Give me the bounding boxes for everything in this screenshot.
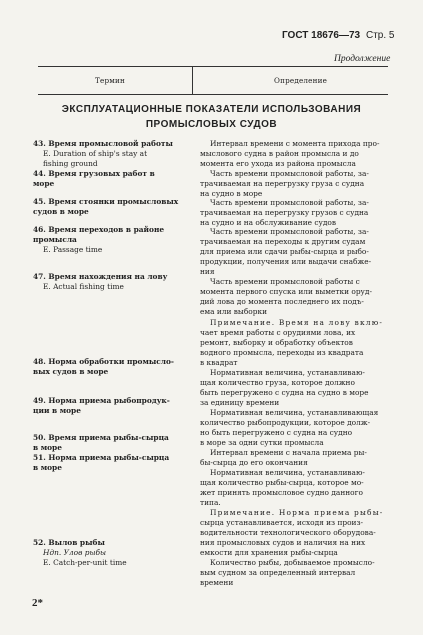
definition-50 — [200, 448, 367, 468]
term-46-english: E. Passage time — [43, 244, 103, 254]
term-48 — [33, 357, 174, 377]
definition-45-line: Часть времени промысловой работы, за- — [210, 198, 369, 207]
term-51-title-cont: в море — [33, 462, 62, 472]
definition-51-note — [200, 508, 383, 558]
definition-44-line: трачиваемая на перегрузку груза с судна — [200, 178, 365, 188]
definition-43-line: момента его ухода из района промысла — [200, 158, 356, 168]
term-52-english: E. Catch-per-unit time — [43, 557, 127, 567]
term-46-title-cont: промысла — [33, 234, 77, 244]
definition-49-line: но быть перегружено с судна на судно — [200, 427, 353, 437]
term-45 — [33, 197, 178, 217]
term-50 — [33, 433, 169, 453]
table-top-rule — [38, 66, 388, 67]
definition-46-line: Часть времени промысловой работы, за- — [210, 227, 369, 236]
definition-48-line: щая количество груза, которое должно — [200, 377, 355, 387]
standard-number: ГОСТ 18676—73 — [282, 30, 361, 41]
section-title-line2: ПРОМЫСЛОВЫХ СУДОВ — [145, 119, 278, 130]
column-divider — [192, 66, 193, 94]
term-43 — [33, 139, 173, 169]
section-title-line1: ЭКСПЛУАТАЦИОННЫЕ ПОКАЗАТЕЛИ ИСПОЛЬЗОВАНИЯ — [61, 104, 362, 115]
definition-49 — [200, 408, 378, 448]
note-line: Примечание. Время на лову вклю- — [210, 318, 384, 327]
note-line: Примечание. Норма приема рыбы- — [210, 508, 384, 517]
term-45-title: 45. Время стоянки промысловых — [33, 197, 179, 206]
continuation-label: Продолжение — [334, 54, 391, 64]
definition-48-line: Нормативная величина, устанавливаю- — [210, 368, 365, 377]
definition-49-line: в море за одни сутки промысла — [200, 437, 324, 447]
term-50-title: 50. Время приема рыбы-сырца — [33, 433, 169, 442]
definition-52-line: вым судном за определенный интервал — [200, 567, 356, 577]
term-52 — [33, 538, 127, 568]
term-47-title: 47. Время нахождения на лову — [33, 272, 168, 281]
definition-52-line: Количество рыбы, добываемое промысло- — [210, 558, 375, 567]
definition-51-line: типа. — [200, 497, 221, 507]
definition-43-line: мыслового судна в район промысла и до — [200, 148, 359, 158]
term-47 — [33, 272, 167, 292]
column-term-header: Термин — [95, 76, 126, 85]
definition-51-line: жет принять промысловое судно данного — [200, 487, 363, 497]
definition-47-note — [200, 318, 383, 368]
definition-51-line: щая количество рыбы-сырца, которое мо- — [200, 477, 364, 487]
term-43-title: 43. Время промысловой работы — [33, 139, 173, 148]
term-47-english: E. Actual fishing time — [43, 281, 124, 291]
definition-46 — [200, 227, 371, 277]
term-48-title: 48. Норма обработки промысло- — [33, 357, 174, 366]
definition-44-line: на судно в море — [200, 188, 263, 198]
definition-44 — [200, 169, 369, 199]
column-definition-header: Определение — [274, 76, 328, 85]
term-43-english-cont: fishing ground — [43, 158, 98, 168]
definition-46-line: для приема или сдачи рыбы-сырца и рыбо- — [200, 246, 369, 256]
definition-49-line: количество рыбопродукции, которое долж- — [200, 417, 371, 427]
term-49-title: 49. Норма приема рыбопродук- — [33, 396, 170, 405]
term-44-title: 44. Время грузовых работ в — [33, 169, 155, 178]
term-50-title-cont: в море — [33, 442, 62, 452]
definition-48-line: за единицу времени — [200, 397, 280, 407]
term-51 — [33, 453, 169, 473]
definition-51 — [200, 468, 365, 508]
definition-47-line: ема или выборки — [200, 306, 267, 316]
definition-50-line: бы-сырца до его окончания — [200, 457, 308, 467]
term-51-title: 51. Норма приема рыбы-сырца — [33, 453, 170, 462]
definition-46-line: ния — [200, 266, 215, 276]
definition-47-line: момента первого спуска или выметки оруд- — [200, 286, 372, 296]
definition-47-line: дий лова до момента последнего их подъ- — [200, 296, 364, 306]
note-line: сырца устанавливается, исходя из произ- — [200, 517, 363, 527]
term-49-title-cont: ции в море — [33, 405, 81, 415]
term-49 — [33, 396, 170, 416]
note-line: емкости для хранения рыбы-сырца — [200, 547, 338, 557]
page-number: Стр. 5 — [366, 30, 395, 41]
definition-51-line: Нормативная величина, устанавливаю- — [210, 468, 365, 477]
definition-48-line: быть перегружено с судна на судно в море — [200, 387, 369, 397]
footer-mark: 2* — [32, 597, 43, 609]
definition-47-line: Часть времени промысловой работы с — [210, 277, 360, 286]
term-44 — [33, 169, 155, 189]
note-line: водного промысла, переходы из квадрата — [200, 347, 364, 357]
definition-45-line: на судно и на обслуживание судов — [200, 217, 336, 227]
definition-45 — [200, 198, 369, 228]
definition-52 — [200, 558, 375, 588]
note-line: в квадрат — [200, 357, 238, 367]
term-52-title: 52. Вылов рыбы — [33, 538, 105, 547]
term-43-english: E. Duration of ship's stay at — [43, 148, 148, 158]
term-46 — [33, 225, 164, 255]
note-line: водительности технологического оборудова- — [200, 527, 376, 537]
note-line: чает время работы с орудиями лова, их — [200, 327, 356, 337]
term-44-title-cont: море — [33, 178, 55, 188]
definition-52-line: времени — [200, 577, 234, 587]
term-46-title: 46. Время переходов в районе — [33, 225, 165, 234]
definition-49-line: Нормативная величина, устанавливающая — [210, 408, 379, 417]
definition-46-line: продукции, получения или выдачи снабже- — [200, 256, 372, 266]
definition-50-line: Интервал времени с начала приема ры- — [210, 448, 367, 457]
definition-45-line: трачиваемая на перегрузку грузов с судна — [200, 207, 369, 217]
definition-46-line: трачиваемая на переходы к другим судам — [200, 236, 366, 246]
definition-47 — [200, 277, 372, 317]
definition-44-line: Часть времени промысловой работы, за- — [210, 169, 369, 178]
note-line: ремонт, выборку и обработку объектов — [200, 337, 353, 347]
definition-43 — [200, 139, 379, 169]
definition-48 — [200, 368, 369, 408]
note-line: ния промысловых судов и наличия на них — [200, 537, 366, 547]
term-48-title-cont: вых судов в море — [33, 366, 109, 376]
definition-43-line: Интервал времени с момента прихода про- — [210, 139, 380, 148]
term-52-rejected: Ндп. Улов рыбы — [43, 547, 107, 557]
table-header-rule — [38, 94, 388, 95]
term-45-title-cont: судов в море — [33, 206, 89, 216]
